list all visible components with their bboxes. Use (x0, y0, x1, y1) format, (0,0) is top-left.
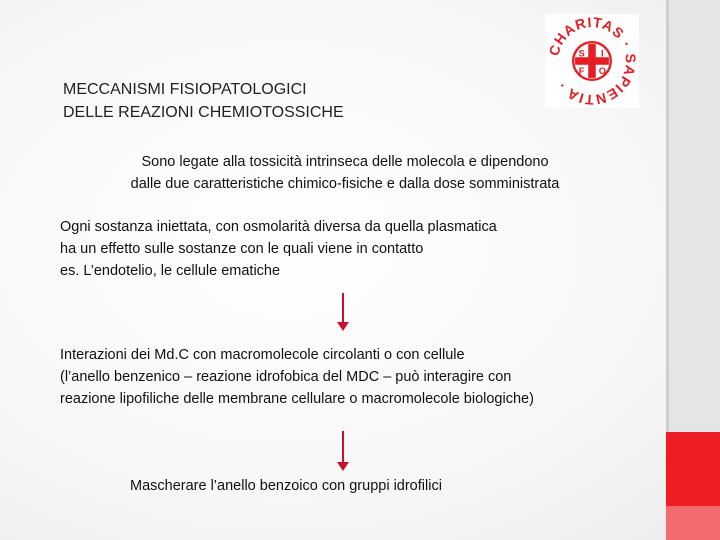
logo-letter-i: I (601, 47, 604, 59)
down-arrow-icon-2 (336, 430, 350, 472)
paragraph2-line-1: Ogni sostanza iniettata, con osmolarità diversa da quella plasmatica (60, 219, 497, 235)
slide-title (63, 78, 344, 124)
paragraph1-line-2: dalle due caratteristiche chimico-fisiche e dalla dose somministrata (130, 176, 560, 192)
logo-letter-f: F (578, 65, 585, 77)
right-bar-light-red-block (666, 506, 720, 540)
paragraph3-line-2: (l’anello benzenico – reazione idrofobica del MDC – può interagire con (60, 369, 512, 385)
right-decorative-bar (666, 0, 720, 540)
paragraph-mascherare (130, 475, 442, 497)
logo-letter-o: O (598, 65, 606, 77)
paragraph-interazioni (60, 344, 534, 410)
paragraph2-line-3: es. L’endotelio, le cellule ematiche (60, 263, 281, 279)
paragraph-tossicita (88, 151, 602, 195)
charitas-sapientia-logo (545, 14, 639, 108)
logo-ring-text: CHARITAS · SAPIENTIA · (545, 14, 639, 108)
title-line-2: DELLE REAZIONI CHEMIOTOSSICHE (63, 104, 344, 121)
title-line-1: MECCANISMI FISIOPATOLOGICI (63, 81, 307, 98)
paragraph3-line-3: reazione lipofiliche delle membrane cellulare o macromolecole biologiche) (60, 391, 534, 407)
logo-letter-s: S (578, 47, 585, 59)
down-arrow-icon-1 (336, 292, 350, 332)
paragraph1-line-1: Sono legate alla tossicità intrinseca delle molecola e dipendono (141, 154, 549, 170)
paragraph-osmolarita (60, 216, 497, 282)
right-bar-red-block (666, 432, 720, 506)
paragraph4-line-1: Mascherare l’anello benzoico con gruppi idrofilici (130, 478, 442, 494)
paragraph3-line-1: Interazioni dei Md.C con macromolecole circolanti o con cellule (60, 347, 465, 363)
paragraph2-line-2: ha un effetto sulle sostanze con le quali viene in contatto (60, 241, 424, 257)
